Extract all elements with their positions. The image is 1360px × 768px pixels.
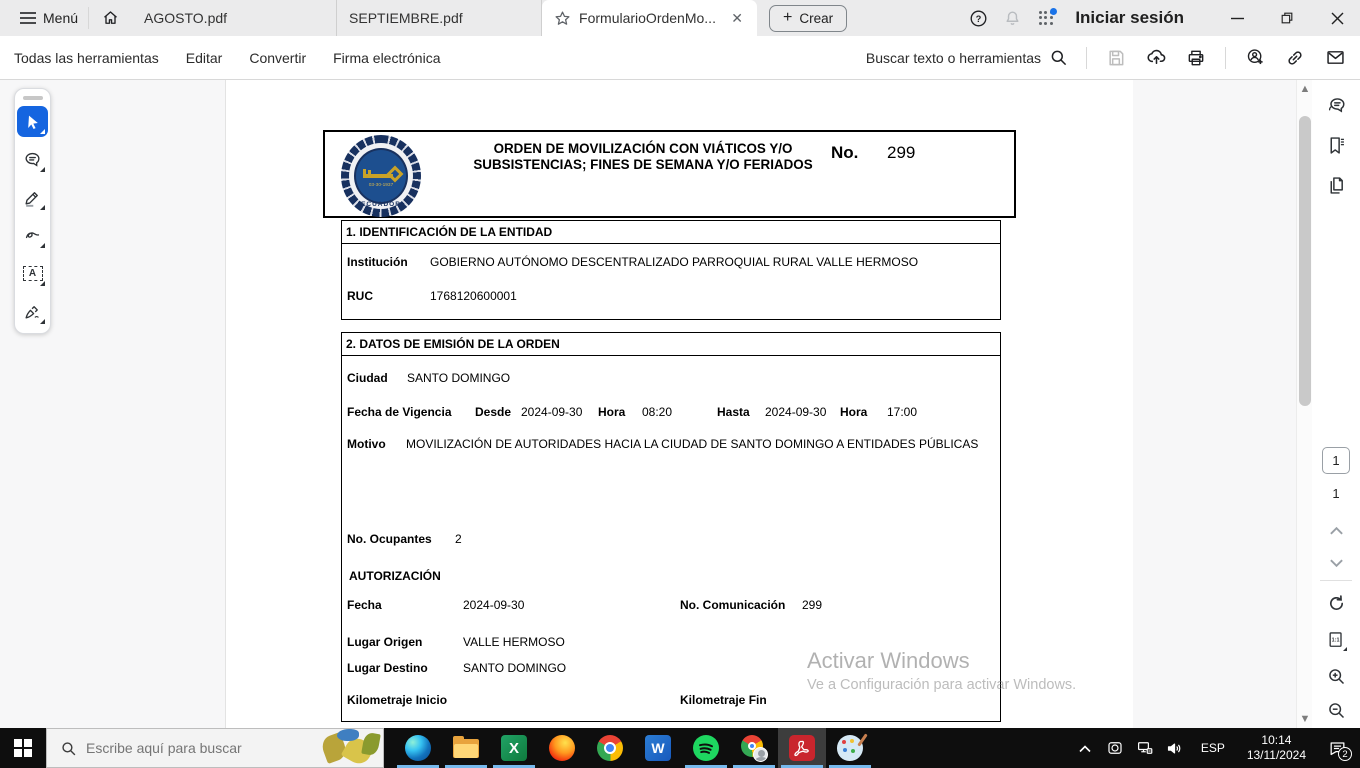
window-restore-button[interactable] <box>1264 0 1310 36</box>
seal-country-label: ECUADOR <box>361 201 401 208</box>
windows-taskbar <box>0 728 1360 768</box>
edge-icon <box>405 735 431 761</box>
acrobat-toolbar <box>0 36 1360 80</box>
create-label: Crear <box>799 10 834 26</box>
save-button[interactable] <box>1105 47 1127 69</box>
taskbar-app-spotify[interactable] <box>682 728 730 768</box>
taskbar-app-excel[interactable] <box>490 728 538 768</box>
comunicacion-label: No. Comunicación <box>680 598 786 612</box>
scroll-down-icon[interactable]: ▼ <box>1299 713 1311 725</box>
section1-body-box <box>341 243 1001 320</box>
convert-menu[interactable]: Convertir <box>249 49 307 66</box>
taskbar-search-box[interactable] <box>46 728 384 768</box>
tray-network-icon[interactable] <box>1133 728 1157 768</box>
menu-button[interactable] <box>10 10 88 26</box>
taskbar-app-firefox[interactable] <box>538 728 586 768</box>
search-icon <box>1049 48 1068 67</box>
window-minimize-button[interactable] <box>1214 0 1260 36</box>
tray-action-center[interactable] <box>1320 728 1354 768</box>
form-header-box <box>323 130 1016 218</box>
windows-logo-icon <box>14 739 32 757</box>
word-icon: W <box>645 735 671 761</box>
previous-page-button[interactable] <box>1323 518 1349 544</box>
taskbar-app-acrobat-active[interactable] <box>778 728 826 768</box>
origen-value: VALLE HERMOSO <box>463 635 565 649</box>
section2-body-box <box>341 355 1001 722</box>
app-titlebar <box>0 0 1360 36</box>
help-button[interactable] <box>963 3 993 33</box>
sign-in-button[interactable]: Iniciar sesión <box>1075 8 1184 27</box>
share-upload-button[interactable] <box>1145 47 1167 69</box>
hasta-label: Hasta <box>717 405 750 419</box>
tab-label: SEPTIEMBRE.pdf <box>349 10 463 26</box>
destino-value: SANTO DOMINGO <box>463 661 567 675</box>
search-tools-button[interactable] <box>866 48 1068 67</box>
spotify-icon <box>693 735 719 761</box>
home-icon <box>101 9 120 27</box>
window-close-button[interactable] <box>1314 0 1360 36</box>
home-button[interactable] <box>88 7 132 29</box>
section2-header-box <box>341 332 1001 356</box>
ocupantes-label: No. Ocupantes <box>347 532 432 546</box>
seal-date: 03-30-1937 <box>368 182 394 188</box>
taskbar-app-file-explorer[interactable] <box>442 728 490 768</box>
tray-date: 13/11/2024 <box>1246 748 1306 762</box>
comment-tool-button[interactable] <box>17 144 48 175</box>
ciudad-value: SANTO DOMINGO <box>407 371 511 385</box>
fecha-value: 2024-09-30 <box>463 598 525 612</box>
plus-icon: + <box>783 9 793 26</box>
fecha-label: Fecha <box>347 598 382 612</box>
tray-language-indicator[interactable]: ESP <box>1200 741 1225 755</box>
tab-agosto[interactable] <box>132 0 337 36</box>
notifications-bell-button[interactable] <box>997 3 1027 33</box>
tab-close-icon[interactable]: ✕ <box>731 9 744 26</box>
watermark-line1: Activar Windows <box>807 648 970 673</box>
bookmarks-panel-button[interactable] <box>1323 132 1349 158</box>
draw-tool-button[interactable] <box>17 220 48 251</box>
km-inicio-label: Kilometraje Inicio <box>347 693 448 707</box>
hora2-label: Hora <box>840 405 868 419</box>
institucion-label: Institución <box>347 255 408 269</box>
motivo-value: MOVILIZACIÓN DE AUTORIDADES HACIA LA CIUDAD DE SANTO DOMINGO A ENTIDADES PÚBLICAS <box>406 437 979 451</box>
highlight-pencil-tool-button[interactable] <box>17 182 48 213</box>
edit-menu[interactable]: Editar <box>185 49 223 66</box>
tray-volume-icon[interactable] <box>1163 728 1187 768</box>
tab-label: AGOSTO.pdf <box>144 10 228 26</box>
autorizacion-title: AUTORIZACIÓN <box>349 569 441 583</box>
taskbar-app-word[interactable] <box>634 728 682 768</box>
search-icon <box>60 740 77 757</box>
km-fin-label: Kilometraje Fin <box>680 693 767 707</box>
menu-label: Menú <box>43 10 79 26</box>
section2-title: 2. DATOS DE EMISIÓN DE LA ORDEN <box>346 337 560 351</box>
quick-tools-palette <box>14 88 51 334</box>
tray-clock[interactable] <box>1239 733 1314 763</box>
search-tools-label: Buscar texto o herramientas <box>865 49 1041 66</box>
esign-menu[interactable]: Firma electrónica <box>333 49 441 66</box>
share-link-button[interactable] <box>1284 47 1306 69</box>
hasta-value: 2024-09-30 <box>765 405 827 419</box>
doc-number-label: No. <box>831 143 859 162</box>
institucion-value: GOBIERNO AUTÓNOMO DESCENTRALIZADO PARROQUIAL RURAL VALLE HERMOSO <box>430 255 919 269</box>
apps-grid-icon <box>1039 11 1054 26</box>
next-page-button[interactable] <box>1323 550 1349 576</box>
tray-time: 10:14 <box>1261 733 1292 747</box>
ocupantes-value: 2 <box>455 532 462 546</box>
tray-show-hidden-icons[interactable] <box>1073 728 1097 768</box>
document-viewer <box>0 80 1360 728</box>
hamburger-icon <box>20 11 36 25</box>
taskbar-app-chrome[interactable] <box>586 728 634 768</box>
hora1-value: 08:20 <box>642 405 673 419</box>
doc-number-value: 299 <box>887 143 916 162</box>
add-text-tool-button[interactable] <box>17 258 48 289</box>
star-icon[interactable] <box>554 10 571 27</box>
taskbar-app-paint[interactable] <box>826 728 874 768</box>
section1-header-box <box>341 220 1001 244</box>
start-button[interactable] <box>0 728 46 768</box>
toolbar-divider <box>1225 47 1226 69</box>
watermark-line2: Ve a Configuración para activar Windows. <box>807 677 1077 693</box>
notification-count-badge: 2 <box>1338 747 1352 761</box>
zoom-in-button[interactable] <box>1323 663 1349 689</box>
request-signatures-button[interactable] <box>1244 47 1266 69</box>
svg-text:?: ? <box>975 13 982 24</box>
scrollbar-thumb[interactable] <box>1299 116 1311 406</box>
acrobat-icon <box>789 735 815 761</box>
palette-drag-handle[interactable] <box>23 96 43 100</box>
comunicacion-value: 299 <box>802 598 823 612</box>
tab-label: FormularioOrdenMo... <box>579 10 716 26</box>
print-button[interactable] <box>1185 47 1207 69</box>
tab-septiembre[interactable] <box>337 0 542 36</box>
toolbar-divider <box>1086 47 1087 69</box>
ruc-value: 1768120600001 <box>430 289 517 303</box>
total-pages: 1 <box>1332 486 1340 501</box>
current-page: 1 <box>1332 453 1340 468</box>
motivo-label: Motivo <box>347 437 386 451</box>
file-explorer-icon <box>453 735 479 761</box>
notification-dot <box>1050 8 1057 15</box>
news-interests-graphic[interactable] <box>319 729 383 767</box>
zoom-level-page-button[interactable] <box>1323 627 1349 653</box>
tab-formulario-active[interactable] <box>542 0 757 36</box>
excel-icon: X <box>501 735 527 761</box>
all-tools-menu[interactable]: Todas las herramientas <box>14 49 159 66</box>
select-tool-button[interactable] <box>17 106 48 137</box>
ruc-label: RUC <box>347 289 373 303</box>
chrome-icon <box>597 735 623 761</box>
desde-label: Desde <box>475 405 512 419</box>
rail-divider <box>1320 580 1352 581</box>
desde-value: 2024-09-30 <box>521 405 583 419</box>
zoom-out-button[interactable] <box>1323 697 1349 723</box>
institution-seal-logo <box>341 135 421 217</box>
scroll-up-icon[interactable]: ▲ <box>1299 83 1311 95</box>
tray-meet-now-icon[interactable] <box>1103 728 1127 768</box>
right-panel-rail <box>1312 80 1360 728</box>
text-box-icon: A <box>23 266 43 281</box>
chrome-profile-icon <box>741 735 767 761</box>
vigencia-label: Fecha de Vigencia <box>347 405 452 419</box>
destino-label: Lugar Destino <box>347 661 428 675</box>
page-thumbnails-panel-button[interactable] <box>1323 172 1349 198</box>
svg-text:1:1: 1:1 <box>1331 637 1340 644</box>
create-button[interactable] <box>769 5 847 32</box>
pdf-page <box>225 80 1133 728</box>
comments-panel-button[interactable] <box>1323 92 1349 118</box>
ciudad-label: Ciudad <box>347 371 388 385</box>
form-title: ORDEN DE MOVILIZACIÓN CON VIÁTICOS Y/O SUBSISTENCIAS; FINES DE SEMANA Y/O FERIADOS <box>473 141 813 172</box>
taskbar-search-input[interactable] <box>86 740 301 756</box>
hora2-value: 17:00 <box>887 405 918 419</box>
vertical-scrollbar[interactable] <box>1296 80 1312 728</box>
page-number-input[interactable] <box>1322 447 1350 474</box>
origen-label: Lugar Origen <box>347 635 423 649</box>
section1-title: 1. IDENTIFICACIÓN DE LA ENTIDAD <box>346 225 553 239</box>
apps-grid-button[interactable] <box>1031 3 1061 33</box>
firefox-icon <box>549 735 575 761</box>
rotate-refresh-button[interactable] <box>1323 590 1349 616</box>
hora1-label: Hora <box>598 405 626 419</box>
fill-sign-tool-button[interactable] <box>17 296 48 327</box>
taskbar-app-chrome-profile[interactable] <box>730 728 778 768</box>
taskbar-app-edge[interactable] <box>394 728 442 768</box>
email-button[interactable] <box>1324 47 1346 69</box>
paint-icon <box>837 735 863 761</box>
